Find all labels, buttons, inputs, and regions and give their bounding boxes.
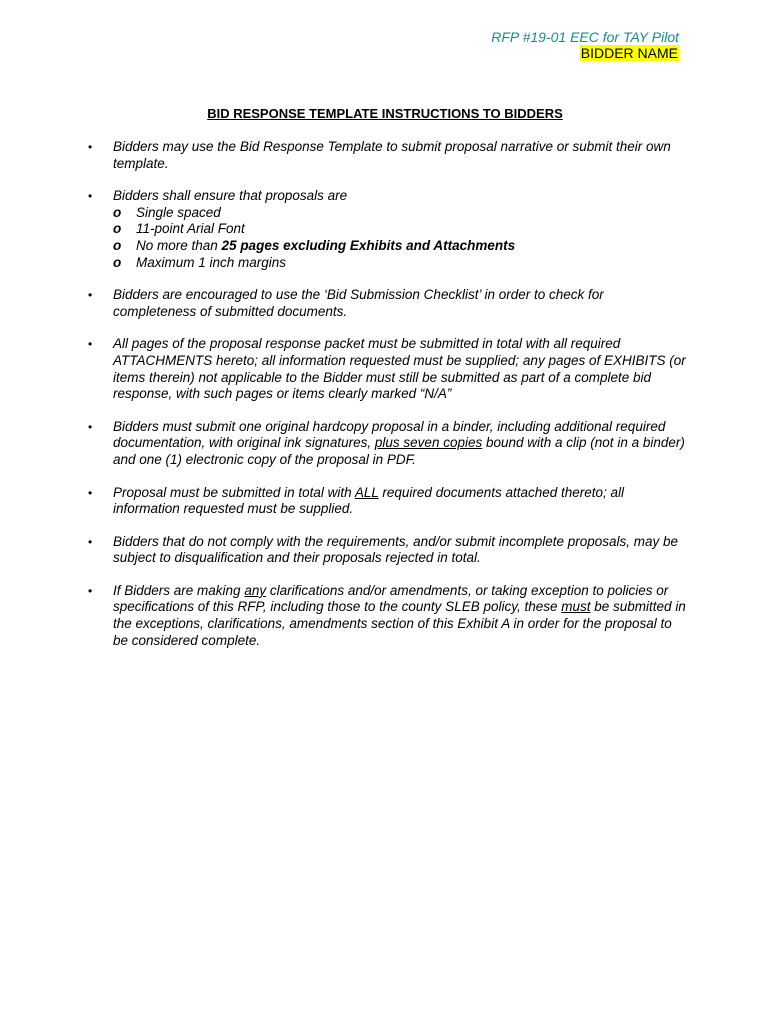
sub-item-text: Maximum 1 inch margins: [136, 254, 287, 270]
item-text: bound with a clip (not in a binder) and one (1) electronic copy of the proposal in PDF.: [113, 435, 685, 467]
sub-item: [113, 221, 688, 238]
sub-bullet-icon: o: [113, 221, 122, 237]
sub-bullet-icon: o: [113, 204, 122, 220]
list-item: [88, 336, 688, 402]
underlined-text: any: [244, 582, 267, 598]
sub-item: [113, 205, 688, 222]
bullet-icon: •: [88, 534, 93, 549]
instructions-list: [88, 139, 688, 665]
item-text: Bidders shall ensure that proposals are: [113, 188, 348, 204]
list-item: [88, 419, 688, 469]
sub-item: [113, 238, 688, 255]
list-item: [88, 188, 688, 271]
sub-bullet-icon: o: [113, 237, 122, 253]
underlined-text: ALL: [354, 484, 379, 500]
document-title: BID RESPONSE TEMPLATE INSTRUCTIONS TO BIDDERS: [207, 106, 563, 121]
page-header: [491, 29, 679, 61]
item-text: be submitted in the exceptions, clarifications, amendments section of this Exhibit A in order for the proposal to be considered complete.: [113, 599, 686, 648]
sub-item-text: No more than: [136, 237, 222, 253]
item-text: clarifications and/or amendments, or taking exception to policies or specifications of this RFP, including those to the county SLEB policy, these: [113, 582, 669, 615]
rfp-reference: RFP #19-01 EEC for TAY Pilot: [491, 29, 679, 45]
sub-item-text: Single spaced: [136, 204, 221, 220]
page-limit-bold: 25 pages excluding Exhibits and Attachments: [221, 237, 516, 253]
sub-item: [113, 255, 688, 272]
bullet-icon: •: [88, 337, 93, 352]
sub-item-text: 11-point Arial Font: [136, 221, 245, 237]
item-text: Bidders may use the Bid Response Template to submit proposal narrative or submit their own template.: [113, 139, 671, 171]
bullet-icon: •: [88, 288, 93, 303]
list-item: [88, 485, 688, 518]
underlined-text: plus seven copies: [374, 435, 483, 451]
item-text: Bidders are encouraged to use the ‘Bid Submission Checklist’ in order to check for completeness of submitted documents.: [113, 287, 604, 319]
bullet-icon: •: [88, 485, 93, 500]
item-text: required documents attached thereto; all information requested must be supplied.: [113, 484, 625, 517]
item-text: If Bidders are making: [113, 582, 245, 598]
list-item: [88, 287, 688, 320]
sub-bullet-icon: o: [113, 254, 122, 270]
item-text: Bidders that do not comply with the requirements, and/or submit incomplete proposals, may be subject to disqualification and their proposals rejected in total.: [113, 533, 679, 566]
list-item: [88, 139, 688, 172]
bullet-icon: •: [88, 140, 93, 154]
list-item: [88, 534, 688, 567]
list-item: [88, 583, 688, 649]
underlined-text: must: [561, 599, 591, 615]
bullet-icon: •: [88, 189, 93, 204]
bullet-icon: •: [88, 583, 93, 598]
bidder-name-highlight: BIDDER NAME: [580, 45, 678, 61]
item-text: Proposal must be submitted in total with: [113, 484, 355, 500]
item-text: All pages of the proposal response packet must be submitted in total with all required ATTACHMENTS hereto; all information requested must be supplied; any pages of EXHIBITS (or items therein) not applicable to the Bidder must still be submitted as part of a complete bid response, with such pages or items clearly marked “N/A”: [113, 336, 686, 402]
item-text: Bidders must submit one original hardcopy proposal in a binder, including additional required documentation, with original ink signatures,: [113, 418, 666, 451]
bullet-icon: •: [88, 419, 93, 434]
